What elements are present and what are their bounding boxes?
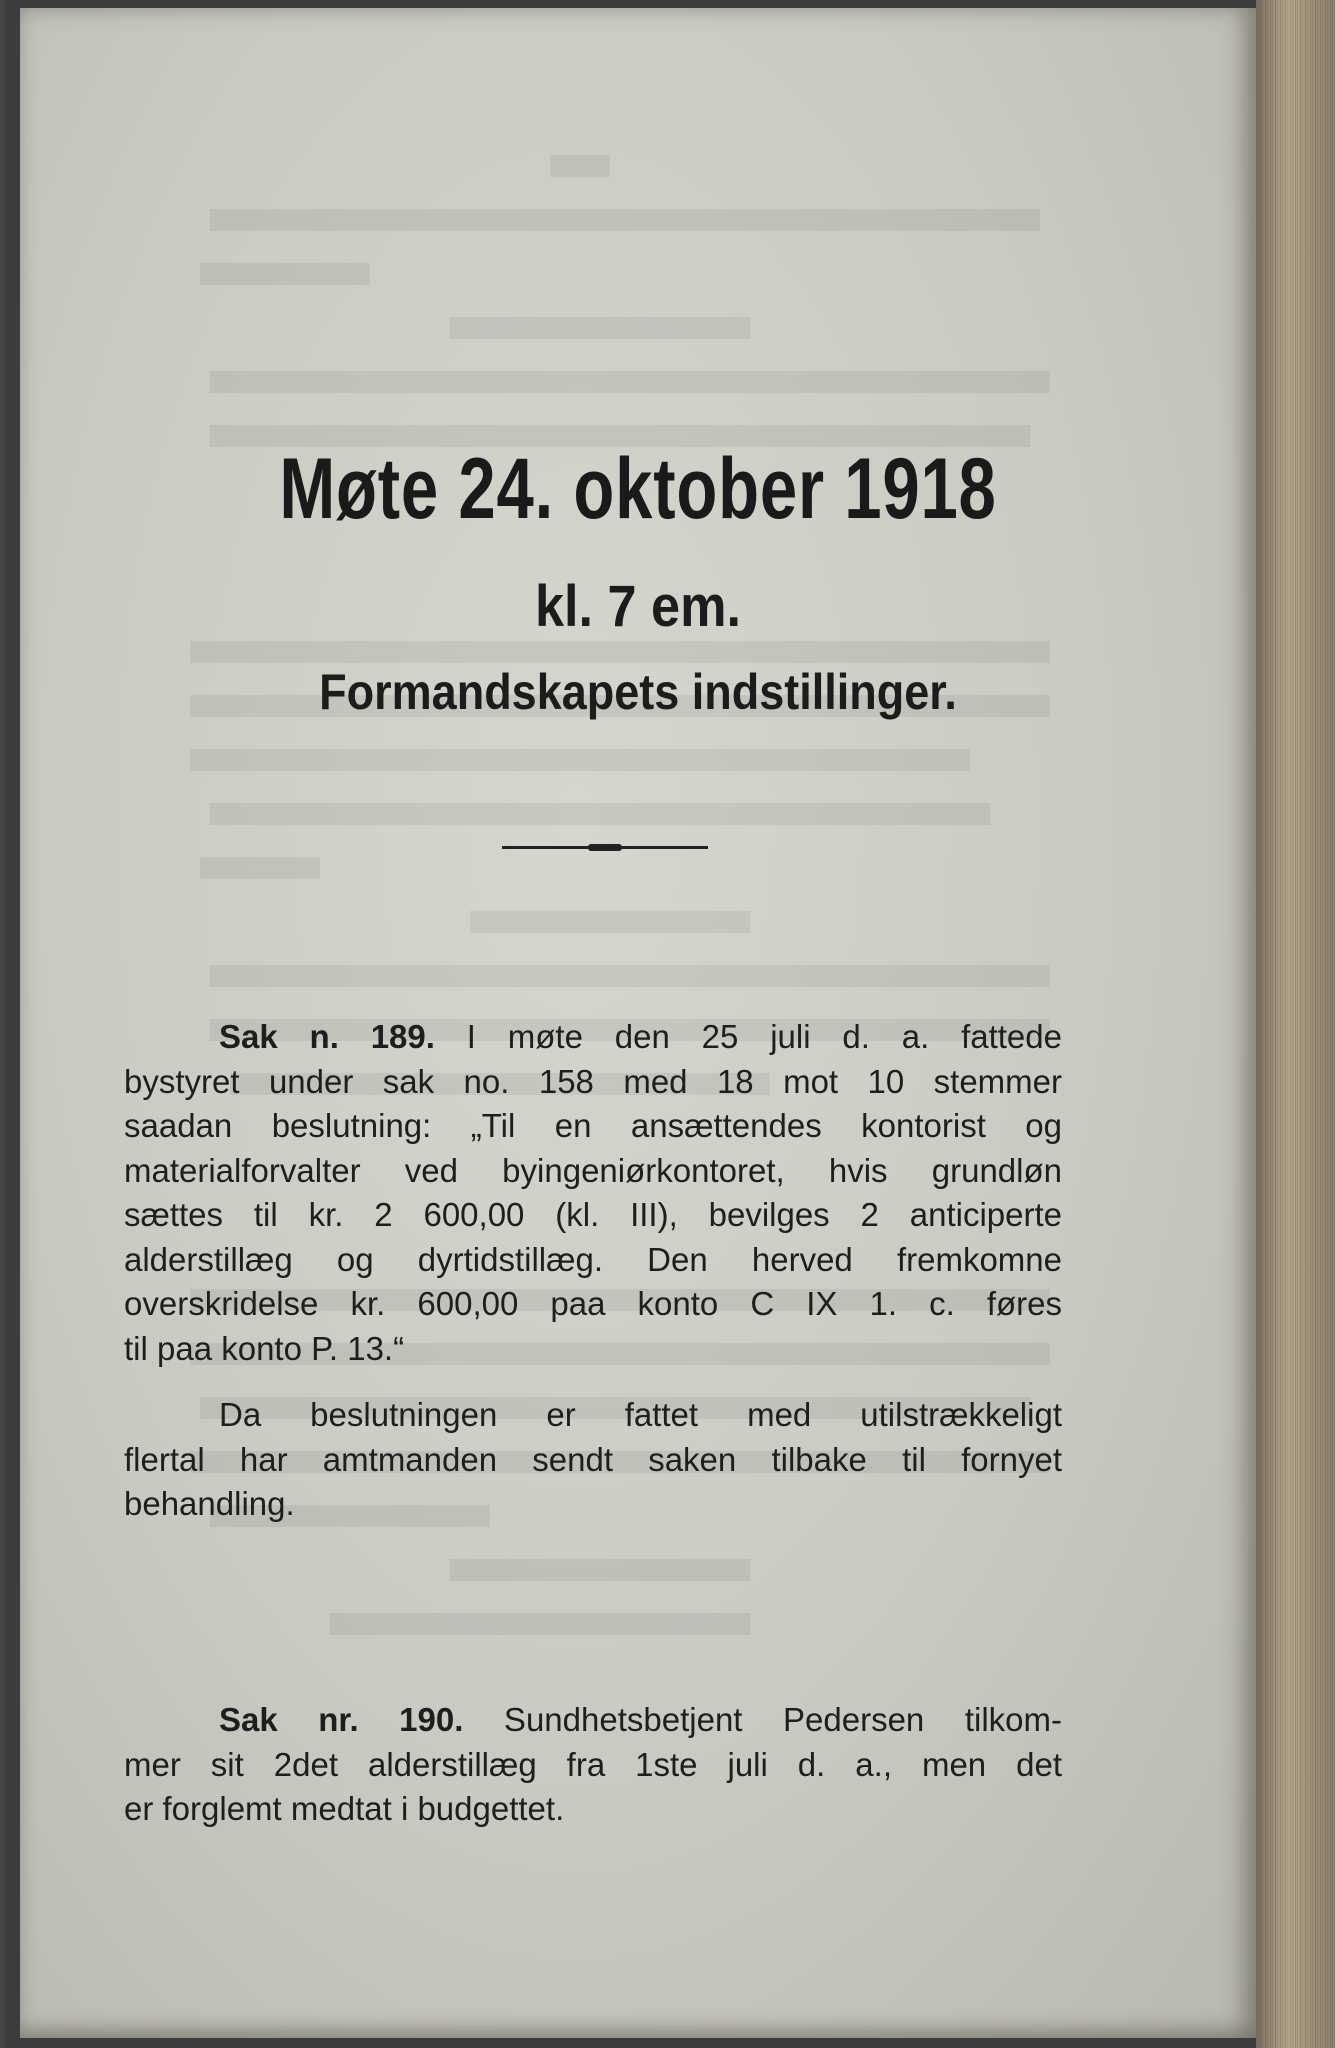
case-number: Sak n. 189. (219, 1018, 435, 1055)
text-line: behandling. (124, 1485, 295, 1522)
text-line: er forglemt medtat i budgettet. (124, 1790, 565, 1827)
decision-paragraph (124, 1393, 1062, 1527)
page-title: Møte 24. oktober 1918 (279, 441, 997, 537)
text-line: Sak nr. 190. Sundhetsbetjent Pedersen tilkom- (219, 1701, 1062, 1738)
text-line: mer sit 2det alderstillæg fra 1ste juli d. a., men det (124, 1745, 1062, 1783)
meeting-time: kl. 7 em. (534, 574, 742, 639)
case-190-paragraph (124, 1698, 1062, 1832)
case-189-paragraph (124, 1015, 1062, 1371)
text-line: materialforvalter ved byingeniørkontoret, hvis grundløn (124, 1151, 1062, 1189)
page-edges-shadow (1256, 0, 1335, 2048)
text-line: overskridelse kr. 600,00 paa konto C IX 1. c. føres (124, 1285, 1062, 1322)
section-heading: Formandskapets indstillinger. (319, 664, 957, 720)
book-page (20, 8, 1256, 2038)
text-line: saadan beslutning: „Til en ansættendes kontorist og (124, 1107, 1062, 1144)
text-line: Da beslutningen er fattet med utilstrækkeligt (219, 1396, 1062, 1433)
divider-rule (502, 846, 708, 849)
text-line: bystyret under sak no. 158 med 18 mot 10 stemmer (124, 1062, 1062, 1100)
text-line: sættes til kr. 2 600,00 (kl. III), bevilges 2 anticiperte (124, 1196, 1062, 1233)
text-line: til paa konto P. 13.“ (124, 1329, 405, 1367)
text-line: flertal har amtmanden sendt saken tilbake til fornyet (124, 1440, 1062, 1478)
case-number: Sak nr. 190. (219, 1701, 464, 1738)
text-line: alderstillæg og dyrtidstillæg. Den herved fremkomne (124, 1240, 1062, 1278)
text-line: Sak n. 189. I møte den 25 juli d. a. fattede (219, 1018, 1062, 1055)
